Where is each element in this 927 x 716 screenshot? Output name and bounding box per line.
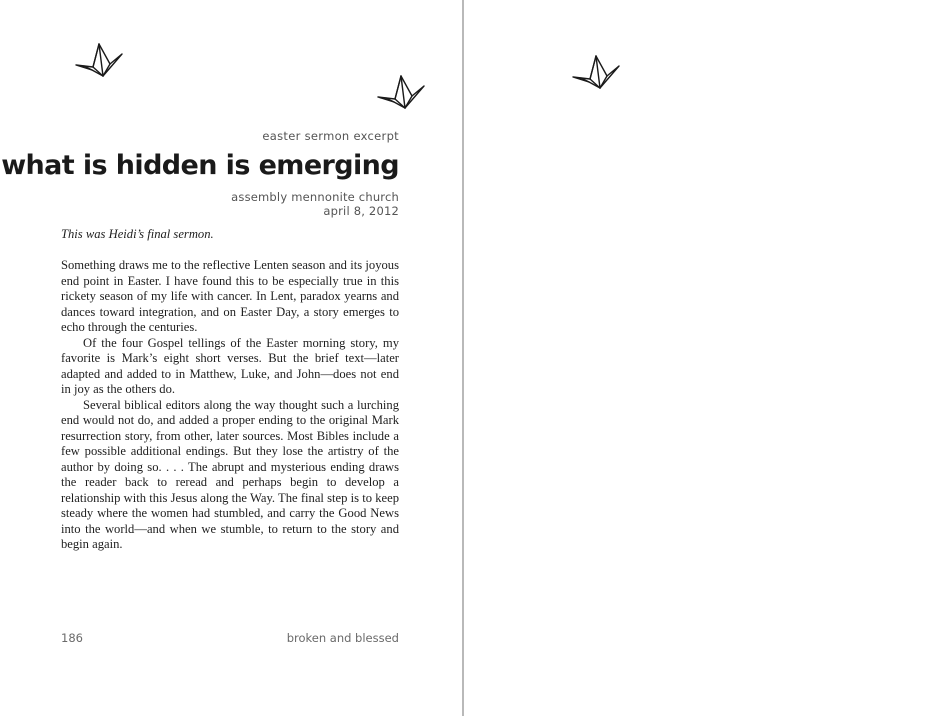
paragraph: Something draws me to the reflective Lenten season and its joyous end point in Easter. I have found this to be especially true in this rickety season of my life with cancer. In Lent, paradox yearns and dances toward integration, and on Easter Day, a story emerges to echo through the centuries. <box>61 258 399 334</box>
origami-crane-icon <box>571 55 621 93</box>
byline <box>231 190 399 218</box>
paragraph: Several biblical editors along the way thought such a lurching end would not do, and added a proper ending to the original Mark resurrection story, from other, later sources. Most Bibles include a few possible additional endings. But they lose the artistry of the author by doing so. . . . The abrupt and mysterious ending draws the reader back to reread and perhaps begin to develop a relationship with this Jesus along the Way. The final step is to keep steady where the women had stumbled, and carry the Good News into the world—and when we stumble, to return to the story and begin again. <box>61 397 399 551</box>
origami-crane-icon <box>376 75 426 113</box>
page-title: what is hidden is emerging <box>1 150 399 181</box>
section-kicker: easter sermon excerpt <box>262 129 399 143</box>
paragraph: Of the four Gospel tellings of the Easter morning story, my favorite is Mark’s eight short verses. But the brief text—later adapted and added to in Matthew, Luke, and John—does not end in joy as the others do. <box>61 335 399 396</box>
page-number: 186 <box>61 631 83 645</box>
origami-crane-icon <box>74 43 124 81</box>
byline-date: april 8, 2012 <box>323 204 399 218</box>
left-page <box>0 0 462 716</box>
epigraph: This was Heidi’s final sermon. <box>61 227 214 241</box>
byline-church: assembly mennonite church <box>231 190 399 204</box>
sermon-text <box>61 258 399 553</box>
running-title: broken and blessed <box>286 631 399 645</box>
right-page <box>464 0 927 716</box>
